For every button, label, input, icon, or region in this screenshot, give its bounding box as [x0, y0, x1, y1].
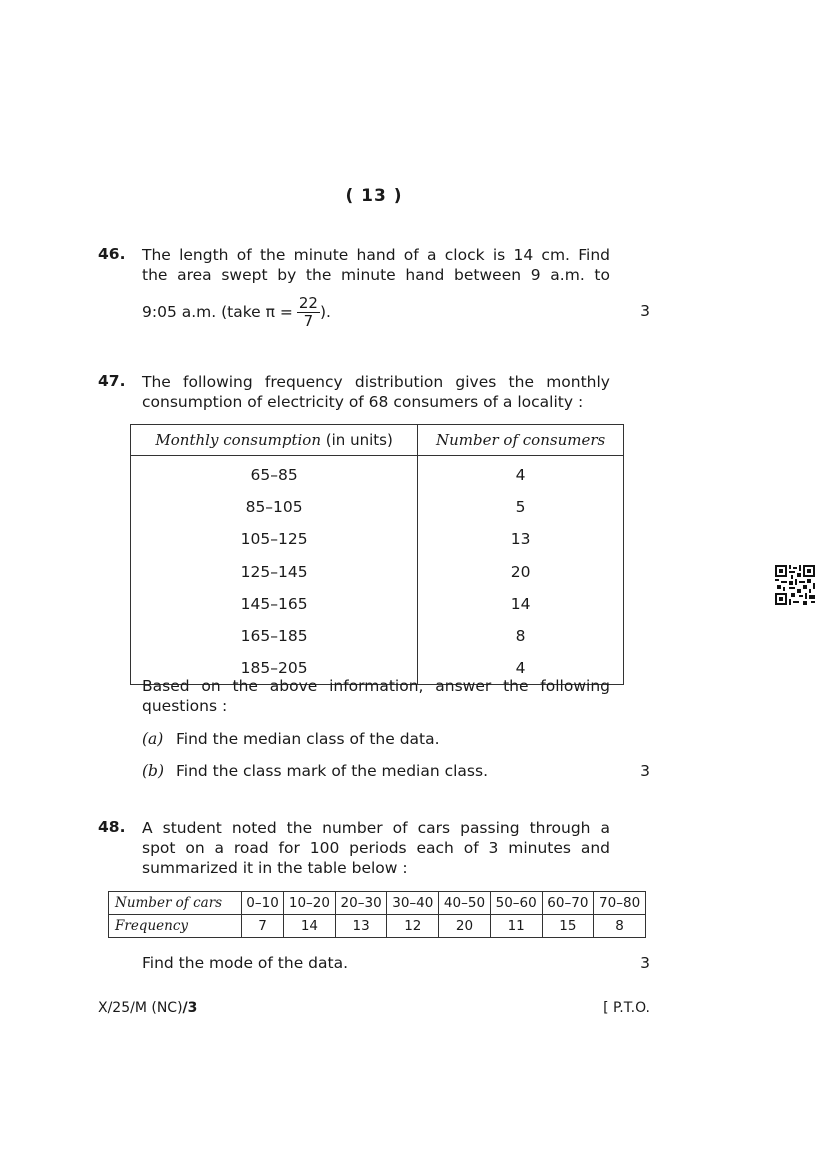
question-followup — [142, 676, 610, 716]
part-b — [142, 762, 488, 780]
question-line: spot on a road for 100 periods each of 3 minutes and — [142, 839, 610, 857]
table-cell: 70–80 — [594, 892, 646, 915]
question-text — [142, 245, 610, 285]
question-line: summarized it in the table below : — [142, 859, 408, 877]
question-number: 46. — [98, 245, 126, 263]
page-number: ( 13 ) — [345, 186, 403, 206]
pto: [ P.T.O. — [603, 1000, 650, 1016]
question-text — [142, 818, 610, 878]
table-cell: 4 — [515, 659, 526, 678]
part-b-label: (b) — [142, 762, 165, 780]
question-line: The length of the minute hand of a clock is 14 cm. Find — [142, 246, 610, 264]
question-line: Based on the above information, answer the following — [142, 677, 610, 695]
question-text — [142, 372, 610, 412]
table-row — [109, 892, 646, 915]
formula-line — [142, 292, 331, 332]
table-cell: 5 — [515, 498, 526, 517]
table-cell: 105–125 — [131, 523, 418, 555]
part-a — [142, 730, 440, 748]
table-row — [131, 620, 624, 652]
question-line: A student noted the number of cars passing through a — [142, 819, 610, 837]
table-row — [131, 523, 624, 555]
table-cell: 4 — [515, 466, 526, 485]
table-cell: 40–50 — [439, 892, 491, 915]
table-cell: 10–20 — [284, 892, 336, 915]
table-cell: 11 — [490, 915, 542, 938]
table-row — [109, 915, 646, 938]
marks: 3 — [640, 762, 650, 780]
table-cell: 125–145 — [131, 556, 418, 588]
table-cell: 12 — [387, 915, 439, 938]
table-cell: 7 — [242, 915, 284, 938]
table-row — [131, 456, 624, 492]
table-cell: 14 — [284, 915, 336, 938]
fraction-denominator: 7 — [303, 311, 314, 330]
table-header: Number of consumers — [418, 425, 624, 456]
question-line: consumption of electricity of 68 consumers of a locality : — [142, 393, 584, 411]
pi-fraction — [297, 295, 320, 330]
table-cell: 20 — [510, 562, 531, 581]
table-cell: 165–185 — [131, 620, 418, 652]
paper-code: X/25/M (NC)/3 — [98, 1000, 198, 1016]
table-row — [131, 556, 624, 588]
fraction-numerator: 22 — [298, 293, 318, 312]
table-cell: 50–60 — [490, 892, 542, 915]
part-a-label: (a) — [142, 730, 164, 748]
qr-code-icon — [775, 565, 815, 605]
formula-suffix: ). — [319, 303, 331, 321]
table-cell: 185–205 — [131, 652, 418, 685]
table-cell: 145–165 — [131, 588, 418, 620]
table-cell: 14 — [510, 594, 531, 613]
question-line: questions : — [142, 697, 228, 715]
part-a-text: Find the median class of the data. — [176, 730, 440, 748]
marks: 3 — [640, 302, 650, 320]
formula-prefix: 9:05 a.m. (take π = — [142, 303, 293, 321]
row-label: Number of cars — [109, 892, 242, 915]
table-cell: 15 — [542, 915, 594, 938]
question-line: the area swept by the minute hand between 9 a.m. to — [142, 266, 610, 284]
closing-instruction: Find the mode of the data. — [142, 954, 349, 972]
table-cell: 85–105 — [131, 491, 418, 523]
table-cell: 65–85 — [131, 456, 418, 492]
question-number: 47. — [98, 372, 126, 390]
table-cell: 20 — [439, 915, 491, 938]
table-cell: 0–10 — [242, 892, 284, 915]
table-cell: 8 — [594, 915, 646, 938]
table-cell: 30–40 — [387, 892, 439, 915]
table-row — [131, 588, 624, 620]
table-cell: 60–70 — [542, 892, 594, 915]
question-number: 48. — [98, 818, 126, 836]
table-cell: 13 — [335, 915, 387, 938]
question-line: The following frequency distribution gives the monthly — [142, 373, 610, 391]
table-cell: 8 — [515, 627, 526, 646]
row-label: Frequency — [109, 915, 242, 938]
table-row — [131, 491, 624, 523]
table-cell: 13 — [510, 530, 531, 549]
marks: 3 — [640, 954, 650, 972]
part-b-text: Find the class mark of the median class. — [176, 762, 488, 780]
cars-frequency-table — [108, 891, 646, 938]
consumption-table — [130, 424, 624, 685]
table-cell: 20–30 — [335, 892, 387, 915]
table-header: Monthly consumption (in units) — [131, 425, 418, 456]
